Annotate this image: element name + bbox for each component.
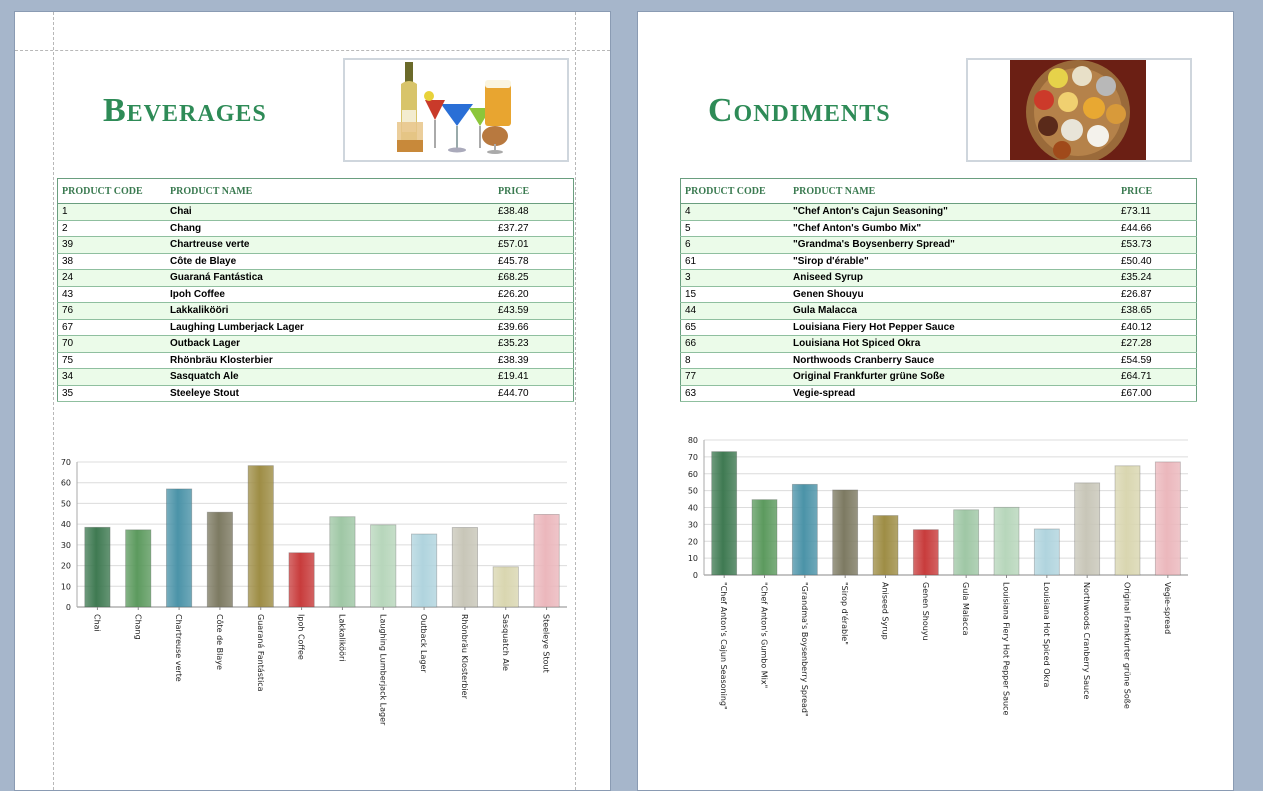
product-code-cell: 70	[58, 336, 167, 353]
product-name-cell: Louisiana Fiery Hot Pepper Sauce	[789, 319, 1117, 336]
y-tick-label: 30	[60, 540, 71, 550]
y-tick-label: 70	[60, 458, 71, 467]
x-tick-label: Ipoh Coffee	[296, 614, 306, 660]
price-cell: £39.66	[494, 319, 574, 336]
product-code-cell: 43	[58, 286, 167, 303]
product-name-cell: Chai	[166, 204, 494, 221]
product-name-cell: Ipoh Coffee	[166, 286, 494, 303]
price-cell: £53.73	[1117, 237, 1197, 254]
category-image	[966, 58, 1192, 162]
table-row	[58, 369, 574, 386]
price-cell: £26.20	[494, 286, 574, 303]
column-header-code: PRODUCT CODE	[58, 179, 167, 204]
y-tick-label: 0	[65, 603, 71, 612]
product-code-cell: 24	[58, 270, 167, 287]
x-tick-label: Aniseed Syrup	[880, 582, 890, 640]
category-title: Beverages	[103, 92, 267, 129]
chart-bar	[1075, 483, 1100, 575]
y-tick-label: 50	[60, 499, 71, 509]
x-tick-label: Lakkalikööri	[337, 614, 347, 662]
table-row	[58, 253, 574, 270]
x-tick-label: Côte de Blaye	[214, 614, 224, 670]
table-row	[58, 352, 574, 369]
table-row	[681, 220, 1197, 237]
product-name-cell: "Grandma's Boysenberry Spread"	[789, 237, 1117, 254]
price-cell: £67.00	[1117, 385, 1197, 402]
report-page-condiments	[637, 11, 1234, 791]
x-tick-label: Chai	[92, 614, 102, 632]
product-code-cell: 63	[681, 385, 790, 402]
chart-bar	[1155, 462, 1180, 575]
price-cell: £38.65	[1117, 303, 1197, 320]
product-name-cell: Outback Lager	[166, 336, 494, 353]
x-tick-label: Genen Shouyu	[920, 582, 930, 641]
x-tick-label: Guaraná Fantástica	[255, 614, 265, 692]
chart-bar	[289, 553, 314, 607]
product-code-cell: 5	[681, 220, 790, 237]
product-code-cell: 3	[681, 270, 790, 287]
table-row	[58, 286, 574, 303]
condiments-price-chart	[668, 432, 1198, 782]
x-tick-label: Outback Lager	[419, 614, 429, 673]
product-code-cell: 66	[681, 336, 790, 353]
table-row	[58, 385, 574, 402]
product-name-cell: Aniseed Syrup	[789, 270, 1117, 287]
price-cell: £54.59	[1117, 352, 1197, 369]
table-row	[681, 352, 1197, 369]
report-page-beverages	[14, 11, 611, 791]
table-row	[681, 303, 1197, 320]
y-tick-label: 40	[60, 520, 71, 530]
chart-bar	[493, 567, 518, 607]
chart-bar	[712, 452, 737, 575]
x-tick-label: "Sirop d'érable"	[840, 582, 850, 645]
column-header-name: PRODUCT NAME	[166, 179, 494, 204]
chart-bar	[85, 527, 110, 607]
product-name-cell: Vegie-spread	[789, 385, 1117, 402]
product-name-cell: Rhönbräu Klosterbier	[166, 352, 494, 369]
chart-bar	[994, 507, 1019, 575]
beverages-glasses-photo	[345, 60, 567, 160]
y-tick-label: 50	[687, 486, 698, 496]
product-name-cell: Original Frankfurter grüne Soße	[789, 369, 1117, 386]
price-cell: £68.25	[494, 270, 574, 287]
table-row	[58, 303, 574, 320]
product-code-cell: 44	[681, 303, 790, 320]
y-tick-label: 80	[687, 436, 698, 445]
price-cell: £50.40	[1117, 253, 1197, 270]
condiments-bowls-photo	[968, 60, 1190, 160]
x-tick-label: Vegie-spread	[1162, 582, 1172, 635]
x-tick-label: Rhönbräu Klosterbier	[459, 614, 469, 699]
table-row	[58, 237, 574, 254]
page-margin-guide-right	[575, 12, 576, 790]
product-code-cell: 75	[58, 352, 167, 369]
y-tick-label: 0	[692, 571, 698, 580]
products-table	[57, 178, 574, 402]
x-tick-label: Louisiana Fiery Hot Pepper Sauce	[1001, 582, 1011, 716]
table-row	[681, 204, 1197, 221]
column-header-code: PRODUCT CODE	[681, 179, 790, 204]
table-row	[681, 336, 1197, 353]
table-row	[58, 220, 574, 237]
product-name-cell: "Chef Anton's Cajun Seasoning"	[789, 204, 1117, 221]
table-header-row	[681, 179, 1197, 204]
product-code-cell: 34	[58, 369, 167, 386]
table-row	[58, 319, 574, 336]
product-name-cell: Gula Malacca	[789, 303, 1117, 320]
price-cell: £40.12	[1117, 319, 1197, 336]
products-table	[680, 178, 1197, 402]
y-tick-label: 60	[60, 478, 71, 488]
product-name-cell: Sasquatch Ale	[166, 369, 494, 386]
product-code-cell: 77	[681, 369, 790, 386]
chart-bar	[752, 500, 777, 575]
price-cell: £64.71	[1117, 369, 1197, 386]
table-header-row	[58, 179, 574, 204]
product-code-cell: 4	[681, 204, 790, 221]
product-code-cell: 6	[681, 237, 790, 254]
table-row	[58, 204, 574, 221]
table-row	[681, 253, 1197, 270]
table-row	[681, 319, 1197, 336]
price-cell: £35.23	[494, 336, 574, 353]
product-name-cell: Steeleye Stout	[166, 385, 494, 402]
column-header-price: PRICE	[494, 179, 574, 204]
price-cell: £35.24	[1117, 270, 1197, 287]
product-code-cell: 8	[681, 352, 790, 369]
chart-bar	[452, 527, 477, 607]
product-name-cell: Chartreuse verte	[166, 237, 494, 254]
price-cell: £45.78	[494, 253, 574, 270]
product-name-cell: "Chef Anton's Gumbo Mix"	[789, 220, 1117, 237]
x-tick-label: "Grandma's Boysenberry Spread"	[799, 582, 809, 717]
y-tick-label: 10	[687, 554, 698, 564]
table-row	[681, 237, 1197, 254]
x-tick-label: Laughing Lumberjack Lager	[378, 614, 388, 726]
product-name-cell: Côte de Blaye	[166, 253, 494, 270]
product-name-cell: Northwoods Cranberry Sauce	[789, 352, 1117, 369]
price-cell: £44.66	[1117, 220, 1197, 237]
product-code-cell: 76	[58, 303, 167, 320]
price-cell: £19.41	[494, 369, 574, 386]
table-row	[681, 369, 1197, 386]
table-row	[681, 385, 1197, 402]
chart-bar	[954, 510, 979, 575]
chart-bar	[248, 466, 273, 607]
category-title: Condiments	[708, 92, 891, 129]
x-tick-label: Chang	[133, 614, 143, 640]
chart-bar	[1034, 529, 1059, 575]
product-code-cell: 35	[58, 385, 167, 402]
product-code-cell: 39	[58, 237, 167, 254]
product-code-cell: 15	[681, 286, 790, 303]
price-cell: £44.70	[494, 385, 574, 402]
y-tick-label: 70	[687, 452, 698, 462]
product-code-cell: 65	[681, 319, 790, 336]
chart-bar	[1115, 466, 1140, 575]
column-header-name: PRODUCT NAME	[789, 179, 1117, 204]
product-name-cell: Genen Shouyu	[789, 286, 1117, 303]
price-cell: £57.01	[494, 237, 574, 254]
category-image	[343, 58, 569, 162]
y-tick-label: 30	[687, 520, 698, 530]
product-code-cell: 67	[58, 319, 167, 336]
chart-bar	[330, 517, 355, 607]
chart-bar	[166, 489, 191, 607]
x-tick-label: Gula Malacca	[961, 582, 971, 636]
product-name-cell: "Sirop d'érable"	[789, 253, 1117, 270]
chart-bar	[411, 534, 436, 607]
price-cell: £27.28	[1117, 336, 1197, 353]
x-tick-label: "Chef Anton's Gumbo Mix"	[759, 582, 769, 689]
y-tick-label: 10	[60, 582, 71, 592]
y-tick-label: 20	[687, 537, 698, 547]
table-row	[681, 286, 1197, 303]
x-tick-label: Steeleye Stout	[541, 614, 551, 673]
table-row	[681, 270, 1197, 287]
chart-bar	[873, 516, 898, 575]
product-name-cell: Laughing Lumberjack Lager	[166, 319, 494, 336]
product-code-cell: 1	[58, 204, 167, 221]
product-name-cell: Lakkalikööri	[166, 303, 494, 320]
x-tick-label: Northwoods Cranberry Sauce	[1082, 582, 1092, 700]
chart-bar	[126, 530, 151, 607]
beverages-price-chart	[51, 432, 571, 782]
y-tick-label: 60	[687, 469, 698, 479]
chart-bar	[534, 514, 559, 607]
page-margin-guide-top	[15, 50, 610, 51]
product-name-cell: Chang	[166, 220, 494, 237]
product-name-cell: Louisiana Hot Spiced Okra	[789, 336, 1117, 353]
price-cell: £38.48	[494, 204, 574, 221]
product-code-cell: 38	[58, 253, 167, 270]
chart-bar	[833, 490, 858, 575]
table-row	[58, 270, 574, 287]
price-cell: £73.11	[1117, 204, 1197, 221]
price-cell: £43.59	[494, 303, 574, 320]
table-row	[58, 336, 574, 353]
product-code-cell: 2	[58, 220, 167, 237]
x-tick-label: Sasquatch Ale	[500, 614, 510, 671]
price-cell: £38.39	[494, 352, 574, 369]
column-header-price: PRICE	[1117, 179, 1197, 204]
chart-bar	[207, 512, 232, 607]
chart-bar	[792, 484, 817, 575]
x-tick-label: Louisiana Hot Spiced Okra	[1041, 582, 1051, 688]
price-cell: £37.27	[494, 220, 574, 237]
y-tick-label: 20	[60, 561, 71, 571]
x-tick-label: Original Frankfurter grüne Soße	[1122, 582, 1132, 709]
y-tick-label: 40	[687, 503, 698, 513]
x-tick-label: "Chef Anton's Cajun Seasoning"	[719, 582, 729, 710]
x-tick-label: Chartreuse verte	[174, 614, 184, 682]
price-cell: £26.87	[1117, 286, 1197, 303]
product-name-cell: Guaraná Fantástica	[166, 270, 494, 287]
product-code-cell: 61	[681, 253, 790, 270]
chart-bar	[371, 525, 396, 607]
chart-bar	[913, 530, 938, 575]
